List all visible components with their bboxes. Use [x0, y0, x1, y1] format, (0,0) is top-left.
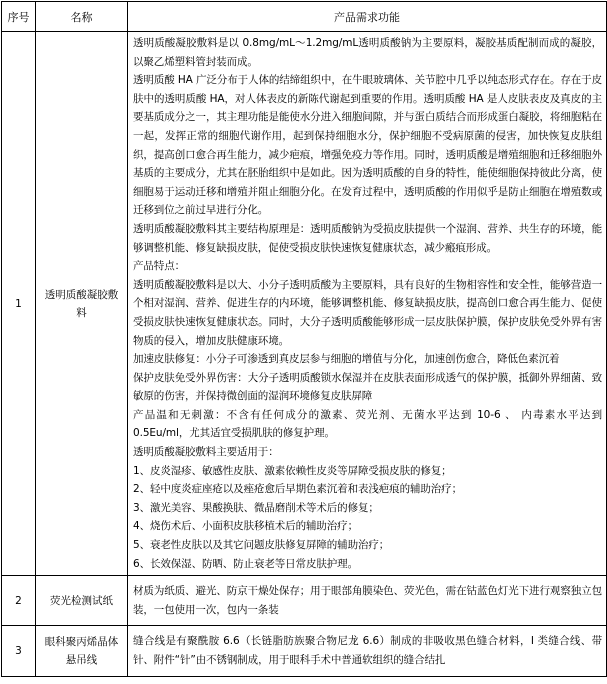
- description-paragraph: 透明质酸凝胶敷料其主要结构原理是：透明质酸钠为受损皮肤提供一个湿润、营养、共生存的环境，能够调整机能、修复缺损皮肤，促使受损皮肤快速恢复健康状态，减少瘢痕形成。: [133, 222, 602, 254]
- description-paragraph: 保护皮肤免受外界伤害：大分子透明质酸锁水保湿并在皮肤表面形成透气的保护膜，抵御外界细菌、致敏原的伤害，并保持微创面的湿润环境修复皮肤屏障: [133, 371, 602, 403]
- header-function: 产品需求功能: [128, 2, 607, 32]
- application-item: 4、烧伤术后、小面积皮肤移植术后的辅助治疗；: [133, 520, 358, 533]
- product-name: 荧光检测试纸: [36, 576, 128, 626]
- table-header-row: [2, 2, 607, 32]
- application-item: 1、皮炎湿疹、敏感性皮肤、激素依赖性皮炎等屏障受损皮肤的修复；: [133, 464, 452, 477]
- description-paragraph: 透明质酸凝胶敷料是以大、小分子透明质酸为主要原料，具有良好的生物相容性和安全性，能够营造一个相对湿润、营养、促进生存的内环境，能够调整机能、修复缺损皮肤，提高创口愈合再生能力、促使受损皮肤快速恢复健康状态。同时，大分子透明质酸能够形成一层皮肤保护膜，保护皮肤免受外界有害物质的侵入，增加皮肤健康环境。: [133, 278, 602, 347]
- product-function: [128, 32, 607, 576]
- description-paragraph: 加速皮肤修复：小分子可渗透到真皮层参与细胞的增值与分化，加速创伤愈合，降低色素沉着: [133, 353, 560, 366]
- applications-heading: 透明质酸凝胶敷料主要适用于：: [133, 446, 279, 459]
- application-item: 3、激光美容、果酸换肤、微晶磨削术等术后的修复；: [133, 501, 379, 514]
- product-name: 透明质酸凝胶敷料: [36, 32, 128, 576]
- product-name: 眼科聚丙烯晶体悬吊线: [36, 626, 128, 676]
- header-name: 名称: [36, 2, 128, 32]
- header-no: 序号: [2, 2, 36, 32]
- table-row: [2, 32, 607, 576]
- application-item: 5、衰老性皮肤以及其它问题皮肤修复屏障的辅助治疗；: [133, 539, 390, 552]
- description-paragraph: 产品温和无刺激：不含有任何成分的激素、荧光剂、无菌水平达到 10-6 、 内毒素水平达到 0.5Eu/ml，尤其适宜受损肌肤的修复护理。: [133, 408, 602, 440]
- product-function: [128, 626, 607, 676]
- table-row: [2, 626, 607, 676]
- description-paragraph: 材质为纸质、避光、防京干燥处保存；用于眼部角膜染色、荧光色，需在钴蓝色灯光下进行观察独立包装，一包使用一次，包内一条装: [133, 585, 602, 616]
- application-item: 6、长效保湿、防晒、防止衰老等日常皮肤护理。: [133, 557, 358, 570]
- product-function: [128, 576, 607, 626]
- description-paragraph: 透明质酸 HA 广泛分布于人体的结缔组织中，在牛眼玻璃体、关节腔中几乎以纯态形式存在。存在于皮肤中的透明质酸 HA，对人体表皮的新陈代谢起到重要的作用。透明质酸 HA 是人皮肤表皮及真皮的主要基质成分之一，其主理功能是能使水分进入细胞间隙，并与蛋白质结合而形成蛋白凝胶，将细胞粘在一起，发挥正常的细胞代谢作用，起到保持细胞水分，保护细胞不受病原菌的侵害，加快恢复皮肤组织，提高创口愈合再生能力，减少疤痕，增强免疫力等作用。同时，透明质酸是增殖细胞和迁移细胞外基质的主要成分，尤其在胚胎组织中是如此。因为透明质酸的自身的特性，能使细胞保持彼此分离，使细胞易于运动迁移和增殖并阻止细胞分化。在发育过程中，透明质酸的作用似乎是防止细胞在增殖数或迁移到位之前过早进行分化。: [133, 74, 602, 217]
- description-paragraph: 透明质酸凝胶敷料是以 0.8mg/mL～1.2mg/mL透明质酸钠为主要原料，凝胶基质配制而成的凝胶，以聚乙烯塑料管封装而成。: [133, 37, 602, 68]
- description-paragraph: 缝合线是有聚酰胺 6.6（长链脂肪族聚合物尼龙 6.6）制成的非吸收黑色缝合材料，I 类缝合线、带针、附件“针”由不锈钢制成，用于眼科手术中普通软组织的缝合结扎: [133, 635, 602, 666]
- table-row: [2, 576, 607, 626]
- row-number: 3: [2, 626, 36, 676]
- requirements-table: [1, 1, 607, 677]
- features-heading: 产品特点：: [133, 260, 185, 273]
- row-number: 1: [2, 32, 36, 576]
- application-item: 2、轻中度炎症座疮以及痤疮愈后早期色素沉着和表浅疤痕的辅助治疗；: [133, 483, 462, 496]
- row-number: 2: [2, 576, 36, 626]
